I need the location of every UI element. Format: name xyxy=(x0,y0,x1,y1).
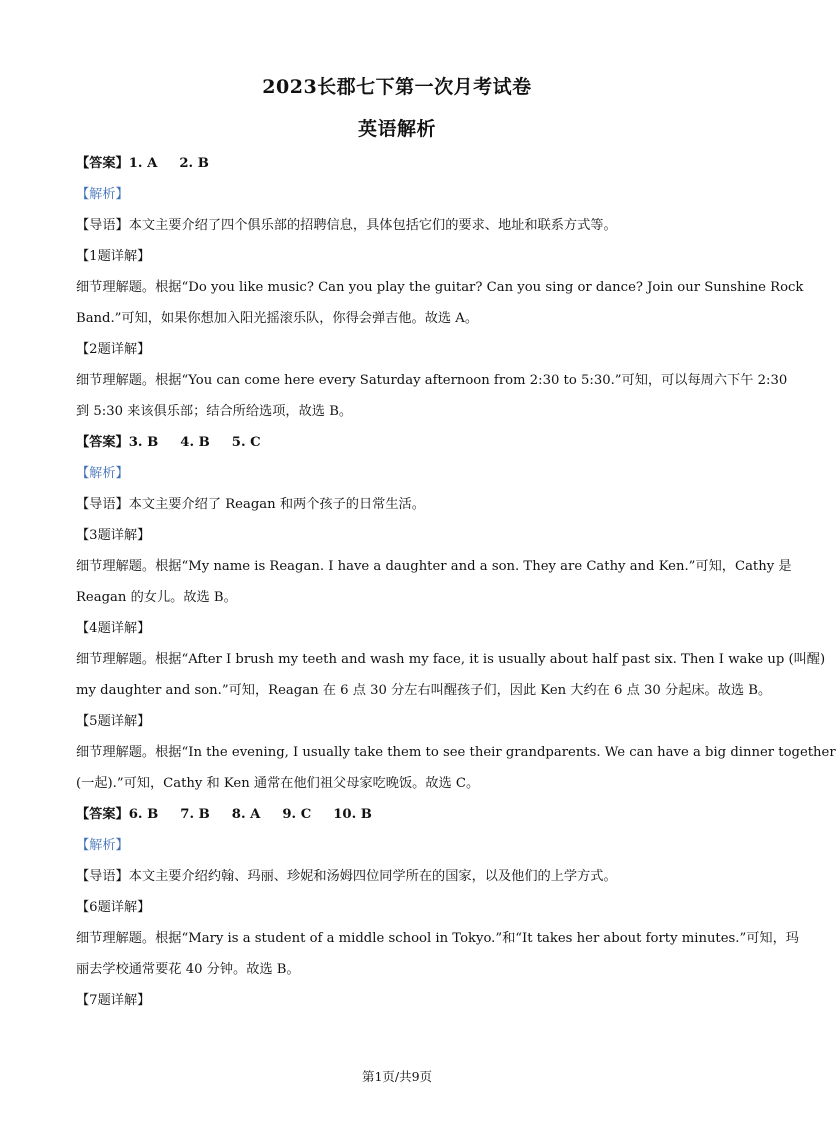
answer-item: 7. B xyxy=(180,807,210,822)
explanation-text: Band.”可知，如果你想加入阳光摇滚乐队，你得会弹吉他。故选 A。 xyxy=(76,311,479,326)
question-heading: 【5题详解】 xyxy=(76,714,151,729)
answer-item: 9. C xyxy=(282,807,312,822)
explanation-text: 细节理解题。根据“After I brush my teeth and wash my face, it is usually about half past six. Then I wake up (叫醒) xyxy=(76,652,826,667)
answer-item: 3. B xyxy=(128,435,159,450)
answer-item: 2. B xyxy=(179,156,209,171)
document-body xyxy=(76,148,836,1016)
explanation-text: my daughter and son.”可知，Reagan 在 6 点 30 分左右叫醒孩子们，因此 Ken 大约在 6 点 30 分起床。故选 B。 xyxy=(76,683,772,698)
explanation-text: 细节理解题。根据“In the evening, I usually take them to see their grandparents. We can have a big dinner together xyxy=(76,745,836,760)
answer-label: 【答案】 xyxy=(76,435,129,450)
answer-item: 6. B xyxy=(128,807,159,822)
answer-item: 8. A xyxy=(231,807,261,822)
answer-item: 4. B xyxy=(180,435,210,450)
guide-text: 【导语】本文主要介绍了 Reagan 和两个孩子的日常生活。 xyxy=(76,497,425,512)
analysis-label: 【解析】 xyxy=(76,838,129,853)
page-number: 第1页/共9页 xyxy=(361,1069,433,1084)
answer-label: 【答案】 xyxy=(76,807,129,822)
explanation-text: 细节理解题。根据“My name is Reagan. I have a daughter and a son. They are Cathy and Ken.”可知，Cathy 是 xyxy=(76,559,792,574)
answer-line-3 xyxy=(76,799,718,830)
answer-label: 【答案】 xyxy=(76,156,129,171)
explanation-text: 到 5:30 来该俱乐部；结合所给选项，故选 B。 xyxy=(76,404,353,419)
explanation-text: 细节理解题。根据“Do you like music? Can you play the guitar? Can you sing or dance? Join our Sunshine Rock xyxy=(76,280,804,295)
page-subtitle: 英语解析 xyxy=(357,118,436,140)
page-title: 2023长郡七下第一次月考试卷 xyxy=(262,76,532,98)
analysis-label: 【解析】 xyxy=(76,466,129,481)
question-heading: 【3题详解】 xyxy=(76,528,151,543)
question-heading: 【6题详解】 xyxy=(76,900,151,915)
answer-item: 1. A xyxy=(128,156,158,171)
analysis-label: 【解析】 xyxy=(76,187,129,202)
explanation-text: (一起).”可知，Cathy 和 Ken 通常在他们祖父母家吃晚饭。故选 C。 xyxy=(76,776,480,791)
question-heading: 【1题详解】 xyxy=(76,249,151,264)
question-heading: 【7题详解】 xyxy=(76,993,151,1008)
guide-text: 【导语】本文主要介绍了四个俱乐部的招聘信息，具体包括它们的要求、地址和联系方式等。 xyxy=(76,218,617,233)
guide-text: 【导语】本文主要介绍约翰、玛丽、珍妮和汤姆四位同学所在的国家，以及他们的上学方式。 xyxy=(76,869,617,884)
explanation-text: 细节理解题。根据“You can come here every Saturday afternoon from 2:30 to 5:30.”可知，可以每周六下午 2:30 xyxy=(76,373,788,388)
question-heading: 【4题详解】 xyxy=(76,621,151,636)
answer-line-1 xyxy=(76,148,718,179)
answer-item: 10. B xyxy=(333,807,372,822)
answer-line-2 xyxy=(76,427,718,458)
explanation-text: 细节理解题。根据“Mary is a student of a middle school in Tokyo.”和“It takes her about forty minutes.”可知，玛 xyxy=(76,931,799,946)
explanation-text: Reagan 的女儿。故选 B。 xyxy=(76,590,237,605)
explanation-text: 丽去学校通常要花 40 分钟。故选 B。 xyxy=(76,962,300,977)
question-heading: 【2题详解】 xyxy=(76,342,151,357)
answer-item: 5. C xyxy=(231,435,261,450)
